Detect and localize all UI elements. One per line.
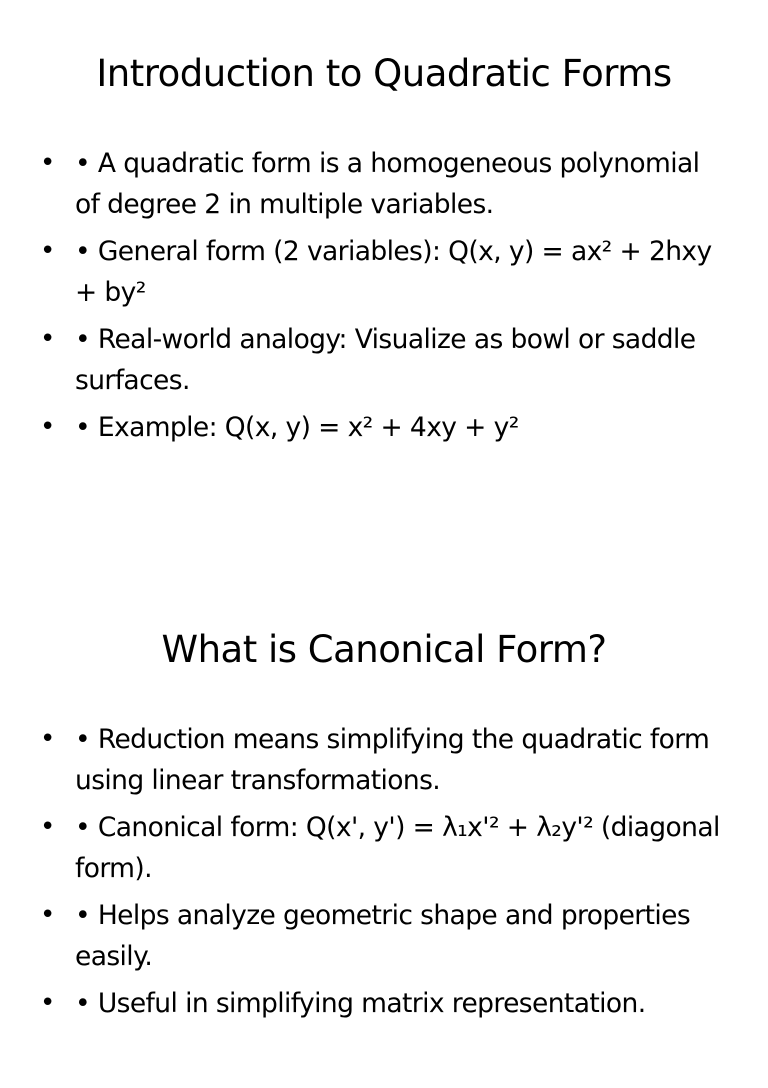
bullet-text: • Example: Q(x, y) = x² + 4xy + y²: [75, 412, 519, 443]
bullet-marker: •: [40, 900, 55, 930]
bullet-item: [40, 807, 720, 889]
bullet-marker: •: [40, 324, 55, 354]
bullet-marker: •: [40, 724, 55, 754]
bullet-item: [40, 231, 720, 313]
bullet-list: [40, 719, 720, 1030]
slide-title: What is Canonical Form?: [161, 628, 607, 671]
bullet-marker: •: [40, 148, 55, 178]
slide-quadratic-forms: [0, 0, 768, 512]
bullet-marker: •: [40, 988, 55, 1018]
bullet-item: [40, 983, 720, 1024]
bullet-text: • A quadratic form is a homogeneous polynomial of degree 2 in multiple variables.: [75, 148, 700, 220]
bullet-item: [40, 719, 720, 801]
bullet-item: [40, 407, 720, 448]
bullet-text: • Real-world analogy: Visualize as bowl or saddle surfaces.: [75, 324, 696, 396]
slide-canonical-form: [0, 576, 768, 1088]
bullet-text: • General form (2 variables): Q(x, y) = ax² + 2hxy + by²: [75, 236, 712, 308]
bullet-marker: •: [40, 412, 55, 442]
bullet-text: • Helps analyze geometric shape and properties easily.: [75, 900, 691, 972]
bullet-text: • Canonical form: Q(x', y') = λ₁x'² + λ₂y'² (diagonal form).: [75, 812, 720, 884]
slide-title: Introduction to Quadratic Forms: [96, 52, 672, 95]
bullet-list: [40, 143, 720, 454]
bullet-text: • Useful in simplifying matrix representation.: [75, 988, 646, 1019]
bullet-text: • Reduction means simplifying the quadratic form using linear transformations.: [75, 724, 710, 796]
bullet-marker: •: [40, 812, 55, 842]
bullet-marker: •: [40, 236, 55, 266]
bullet-item: [40, 143, 720, 225]
bullet-item: [40, 895, 720, 977]
bullet-item: [40, 319, 720, 401]
